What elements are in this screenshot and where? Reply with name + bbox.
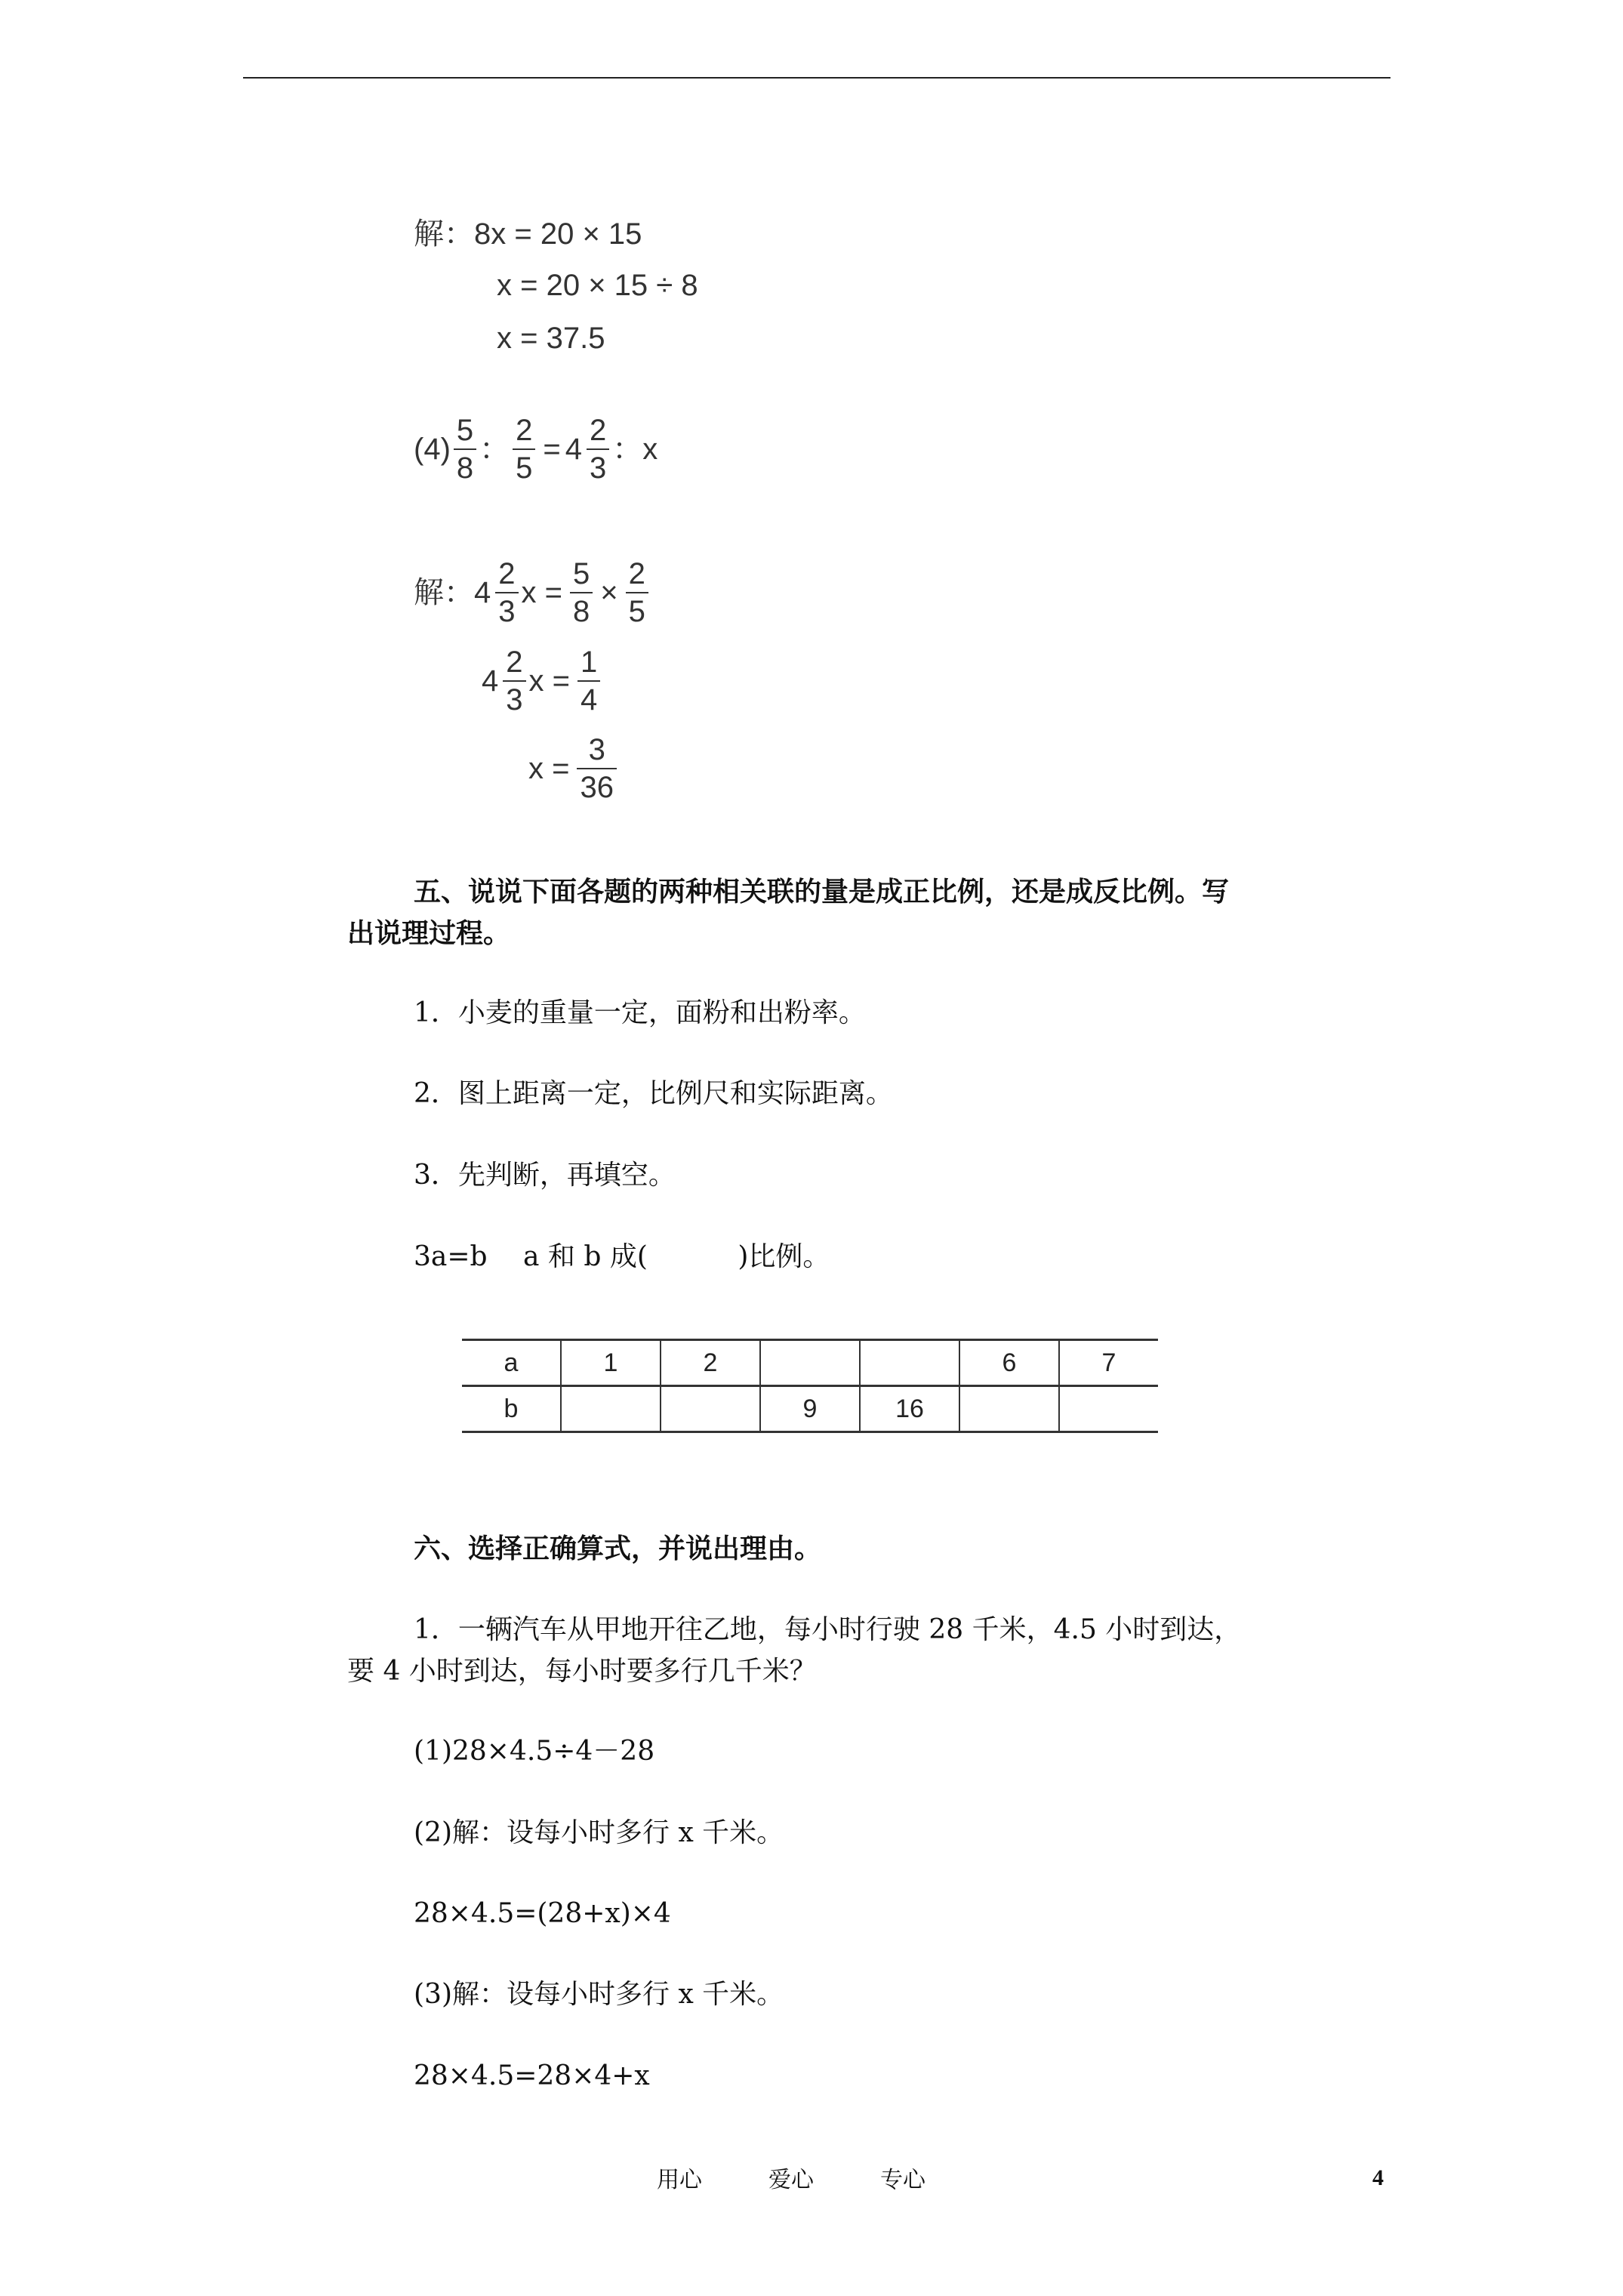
fraction: $\frac{2}{3}$ <box>495 559 518 627</box>
section6-option2-equation: 28×4.5=(28+x)×4 <box>414 1898 671 1929</box>
section5-q3-statement: 3a=b a 和 b 成( )比例。 <box>414 1241 830 1272</box>
solution1-line2: x = 20 × 15 ÷ 8 <box>497 269 698 302</box>
page-number: 4 <box>1372 2165 1384 2190</box>
solution2-line3 <box>528 731 620 806</box>
footer-word-3: 专心 <box>880 2167 925 2193</box>
table-cell: 2 <box>661 1340 760 1386</box>
table-cell <box>860 1340 959 1386</box>
times-symbol: × <box>600 576 618 609</box>
colon-symbol: ： <box>479 433 510 466</box>
mixed-integer: 4 <box>565 433 582 466</box>
table-cell: 7 <box>1059 1340 1158 1386</box>
section5-q3: 3．先判断，再填空。 <box>414 1160 676 1191</box>
table-cell: 9 <box>760 1386 860 1432</box>
x-equals: x = <box>528 664 570 698</box>
table-cell: 1 <box>561 1340 661 1386</box>
table-cell <box>661 1386 760 1432</box>
solution2-line2 <box>482 643 603 719</box>
colon-x: ：x <box>612 433 658 466</box>
mixed-integer: 4 <box>482 664 499 698</box>
table-cell <box>1059 1386 1158 1432</box>
table-cell <box>561 1386 661 1432</box>
solution-label: 解： <box>414 575 474 610</box>
solution-label: 解： <box>414 217 474 251</box>
section6-option1: (1)28×4.5÷4－28 <box>414 1736 655 1767</box>
fraction: $\frac{2}{5}$ <box>626 559 648 627</box>
x-equals: x = <box>528 752 570 785</box>
mixed-integer: 4 <box>474 576 491 609</box>
fraction: $\frac{5}{8}$ <box>570 559 593 627</box>
section5-heading-line1: 五、说说下面各题的两种相关联的量是成正比例，还是成反比例。写 <box>414 876 1230 908</box>
solution2-line1 <box>414 555 651 630</box>
solution1-line1 <box>414 219 642 249</box>
problem-label: (4) <box>414 433 451 466</box>
equals-symbol: = <box>543 433 561 466</box>
table-cell: a <box>462 1340 561 1386</box>
fraction: $\frac{2}{5}$ <box>513 415 535 483</box>
solution1-line3: x = 37.5 <box>497 322 605 355</box>
footer-word-1: 用心 <box>657 2167 702 2193</box>
section6-heading: 六、选择正确算式，并说出理由。 <box>414 1533 822 1564</box>
fraction: $\frac{5}{8}$ <box>454 415 476 483</box>
fraction: $\frac{3}{36}$ <box>577 735 617 803</box>
table-cell: 16 <box>860 1386 959 1432</box>
table-row <box>462 1340 1158 1386</box>
problem4-equation <box>414 411 658 487</box>
section6-option3-equation: 28×4.5=28×4+x <box>414 2060 650 2091</box>
section6-q1-line2: 要 4 小时到达，每小时要多行几千米？ <box>347 1656 817 1687</box>
section5-q1: 1．小麦的重量一定，面粉和出粉率。 <box>414 997 866 1028</box>
table-row <box>462 1386 1158 1432</box>
footer-word-2: 爱心 <box>768 2167 814 2193</box>
header-rule <box>243 77 1390 79</box>
equation-text: 8x = 20 × 15 <box>474 217 642 251</box>
section6-option2: (2)解：设每小时多行 x 千米。 <box>414 1817 784 1848</box>
section5-heading-line2: 出说理过程。 <box>347 917 511 949</box>
x-equals: x = <box>521 576 562 609</box>
fraction: $\frac{2}{3}$ <box>587 415 609 483</box>
fraction: $\frac{2}{3}$ <box>503 647 525 715</box>
table-cell <box>959 1386 1059 1432</box>
section6-option3: (3)解：设每小时多行 x 千米。 <box>414 1979 784 2010</box>
ratio-table <box>462 1339 1158 1433</box>
section6-q1-line1: 1．一辆汽车从甲地开往乙地，每小时行驶 28 千米，4.5 小时到达， <box>414 1614 1242 1645</box>
fraction: $\frac{1}{4}$ <box>577 647 600 715</box>
table-cell <box>760 1340 860 1386</box>
table-cell: 6 <box>959 1340 1059 1386</box>
section5-q2: 2．图上距离一定，比例尺和实际距离。 <box>414 1078 893 1109</box>
table-cell: b <box>462 1386 561 1432</box>
